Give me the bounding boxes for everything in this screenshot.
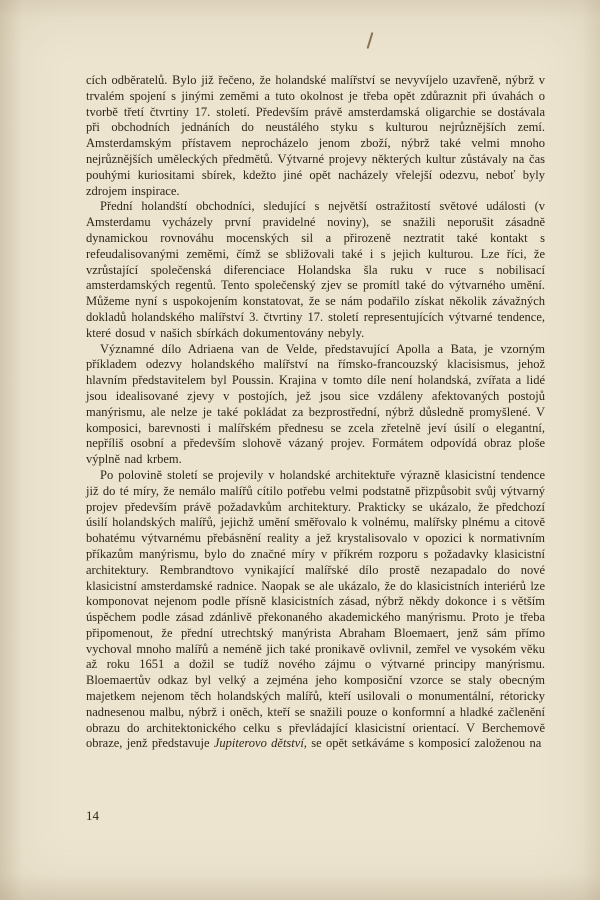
text-segment: Po polovině století se projevily v holandské architektuře výrazně klasicistní tendence již do té míry, že nemálo malířů cítilo potřebu velmi podstatně přizpůsobit svůj výtvarný projev především právě požadavkům architektury. Prakticky se ukázalo, že předchozí úsilí holandských malířů, jejichž umění směřovalo k volnému, malířsky plnému a citově bohatému výtvarnému přebásnění reality a jež krystalisovalo v opozici k normativním příkazům manýrismu, bylo do značné míry v příkrém rozporu s požadavky klasicistní architektury. Rembrandtovo vynikající malířské dílo prostě nezapadalo do nové klasicistní amsterdamské radnice. Naopak se ale ukázalo, že do klasicistních interiérů lze komponovat nejenom podle přísně klasicistních zásad, nýbrž někdy dokonce i s větším úspěchem podle zásad zdánlivě překonaného akademického manýrismu. Proto je třeba připomenout, že přední utrechtský manýrista Abraham Bloemaert, jenž sám přímo vychoval mnoho malířů a neméně jich také pronikavě ovlivnil, zemřel ve vysokém věku až roku 1651 a dožil se tudíž nového zájmu o výtvarné principy manýrismu. Bloemaertův odkaz byl velký a zejména jeho komposiční vzorce se staly obecným majetkem nejenom těch holandských malířů, kteří usilovali o monumentální, rétoricky nadnesenou malbu, nýbrž i oněch, kteří se snažili pouze o konformní a hladké začlenění obrazu do architektonického celku s převládající klasicistní orientací. V Berchemově obraze, jenž představuje [86, 467, 545, 751]
text-segment: Významné dílo Adriaena van de Velde, představující Apolla a Bata, je vzorným příkladem odezvy holandského malířství na římsko-francouzský klacisismus, jehož hlavním představitelem byl Poussin. Krajina v tomto díle není holandská, zvířata a lidé jsou idealisované zjevy v postojích, jež jsou sice vzdáleny afektovaných postojů manýrismu, ale nelze je také pokládat za bezprostřední, nýbrž důsledně promyšlené. V komposici, barevnosti i malířském přednesu se zcela zřetelně jeví úsilí o elegantní, nepříliš osobní a především slohově vázaný projev. Formátem odpovídá obraz ploše výplně nad krbem. [86, 341, 545, 467]
text-segment: cích odběratelů. Bylo již řečeno, že holandské malířství se nevyvíjelo uzavřeně, nýbrž v trvalém spojení s jinými zeměmi a tuto okolnost je třeba opět zdůraznit při úvahách o tvorbě třetí čtvrtiny 17. století. Především právě amsterdamská oligarchie se dostávala při obchodních jednáních do neustálého styku s kulturou nejrůznějších zemí. Amsterdamským přístavem neprocházelo jenom zboží, nýbrž také velmi mnoho nejrůznějších uměleckých předmětů. Výtvarné projevy některých kultur zůstávaly na čas pouhými kuriositami sbírek, kdežto jiné opět nacházely vřelejší odezvu, neboť byly zdrojem inspirace. [86, 73, 545, 198]
paragraph [86, 342, 545, 468]
text-block [86, 73, 545, 752]
paragraph [86, 468, 545, 752]
text-segment: Přední holandští obchodníci, sledující s největší ostražitostí světové události (v Amsterdamu vycházely první pravidelné noviny), se snažili neporušit zásadně dynamickou rovnováhu mocenských sil a přirozeně neztratit také kontakt s refeudalisovanými zeměmi, čímž se sbližovali také i s jejich kulturou. Lze říci, že vzrůstající společenská diferenciace Holandska šla ruku v ruce s nobilisací amsterdamských regentů. Tento společenský zjev se promítl také do výtvarného umění. Můžeme nyní s uspokojením konstatovat, že se nám podařilo získat několik závažných dokladů holandského malířství 3. čtvrtiny 17. století representujících výtvarné tendence, které dosud v našich sbírkách dokumentovány nebyly. [86, 199, 545, 340]
paragraph [86, 199, 545, 341]
pencil-slash-mark [367, 32, 374, 49]
italic-text-segment: Jupiterovo dětství, [213, 736, 307, 751]
page-number: 14 [86, 808, 99, 823]
text-segment: se opět setkáváme s komposicí založenou na [306, 736, 542, 751]
paragraph [86, 73, 545, 199]
